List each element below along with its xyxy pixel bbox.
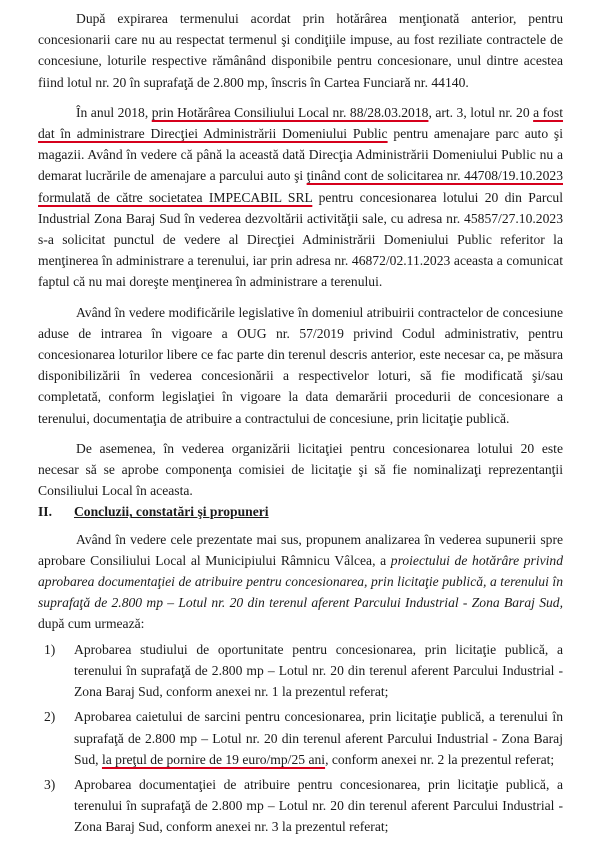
list-item-number: 1): [44, 641, 56, 657]
list-item-number: 3): [44, 776, 56, 792]
list-item: [44, 706, 563, 770]
section-number: II.: [38, 504, 52, 520]
text-segment: pentru amenajare parc auto şi magazii. Având în vedere că până la această dată Direcţia Administrării Domeniului Public nu a demarat lucrările de amenajare a parcului auto şi: [38, 126, 563, 184]
paragraph-commission: De asemenea, în vederea organizării licitaţiei pentru concesionarea lotului 20 este necesar să se aprobe componenţa comisiei de licitaţie şi să fie nominalizaţi reprezentanţii Consiliului Local în aceasta.: [38, 440, 563, 499]
paragraph-proposal-intro: [38, 529, 563, 635]
paragraph-lot-history: [38, 102, 563, 293]
proposal-list: [38, 639, 563, 838]
list-item-number: 2): [44, 709, 56, 725]
paragraph-legislative-changes: Având în vedere modificările legislative în domeniul atribuirii contractelor de concesiune aduse de intrarea în vigoare a OUG nr. 57/2019 privind Codul administrativ, pentru concesionarea loturilor libere ce fac parte din terenul descris anterior, este necesar ca, pe măsura disponibilizării în vederea concesionării a respectivelor loturi, să fie modificată şi/sau completată, conform legislaţiei în vigoare la data demarării procedurii de concesionare a terenului, documentaţia de atribuire a contractului de concesiune, prin licitaţie publică.: [38, 304, 563, 426]
text-segment: după cum urmează:: [38, 616, 145, 632]
section-title: Concluzii, constatări şi propuneri: [73, 504, 269, 520]
list-item: [44, 774, 563, 838]
paragraph-contract-termination: După expirarea termenului acordat prin hotărârea menţionată anterior, pentru concesionarii care nu au respectat termenul şi condiţiile impuse, au fost reziliate contractele de concesiune, loturile respective rămânând disponibile pentru concesionare, unul dintre acestea fiind lotul nr. 20 în suprafaţă de 2.800 mp, înscris în Cartea Funciară nr. 44140.: [38, 11, 563, 90]
text-segment: Având în vedere cele prezentate mai sus, propunem analizarea în vederea supunerii spre aprobare Consiliului Local al Municipiului Râmnicu Vâlcea, a: [38, 531, 563, 568]
text-segment: pentru concesionarea lotului 20 din Parcul Industrial Zona Baraj Sud în vederea dezvoltării activităţii sale, cu adresa nr. 45857/27.10.2023 s-a solicitat punctul de vedere al Direcţiei Administrării Domeniului Public referitor la menţinerea în administrare a terenului, iar prin adresa nr. 46872/02.11.2023 aceasta a comunicat faptul că nu mai doreşte menţinerea în administrare a terenului.: [38, 189, 563, 290]
section-heading: [38, 501, 563, 522]
project-title-italic: proiectului de hotărâre privind aprobarea documentaţiei de atribuire pentru concesionarea, prin licitaţie publică, a terenului în suprafaţă de 2.800 mp – Lotul nr. 20 din terenul aferent Parcului Industrial - Zona Baraj Sud,: [38, 552, 563, 611]
highlight-request-number: ţinând cont de solicitarea nr. 44708/19.10.2023: [306, 168, 563, 184]
list-item: [44, 639, 563, 703]
text-segment: Aprobarea caietului de sarcini pentru concesionarea, prin licitaţie publică, a terenului în suprafaţă de 2.800 mp – Lotul nr. 20 din terenul aferent Parcului Industrial - Zona Baraj Sud,: [74, 709, 563, 767]
list-item-text: Aprobarea studiului de oportunitate pentru concesionarea, prin licitaţie publică, a terenului în suprafaţă de 2.800 mp – Lotul nr. 20 din terenul aferent Parcului Industrial - Zona Baraj Sud, conform anexei nr. 1 la prezentul referat;: [74, 641, 563, 700]
text-segment: , art. 3, lotul nr. 20: [428, 104, 534, 120]
highlight-hcl-decision: prin Hotărârea Consiliului Local nr. 88/28.03.2018: [151, 104, 429, 120]
text-segment: , conform anexei nr. 2 la prezentul referat;: [325, 751, 555, 767]
text-segment: În anul 2018,: [76, 104, 152, 120]
highlight-administration-transfer: a fost dat în administrare Direcţiei Administrării Domeniului Public: [38, 104, 564, 142]
list-item-text: [74, 709, 563, 766]
list-item-text: Aprobarea documentaţiei de atribuire pentru concesionarea, prin licitaţie publică, a terenului în suprafaţă de 2.800 mp – Lotul nr. 20 din terenul aferent Parcului Industrial - Zona Baraj Sud, conform anexei nr. 3 la prezentul referat;: [74, 776, 563, 835]
highlight-company-name: formulată de către societatea IMPECABIL SRL: [38, 189, 313, 205]
highlight-starting-price: la preţul de pornire de 19 euro/mp/25 ani: [101, 751, 326, 767]
